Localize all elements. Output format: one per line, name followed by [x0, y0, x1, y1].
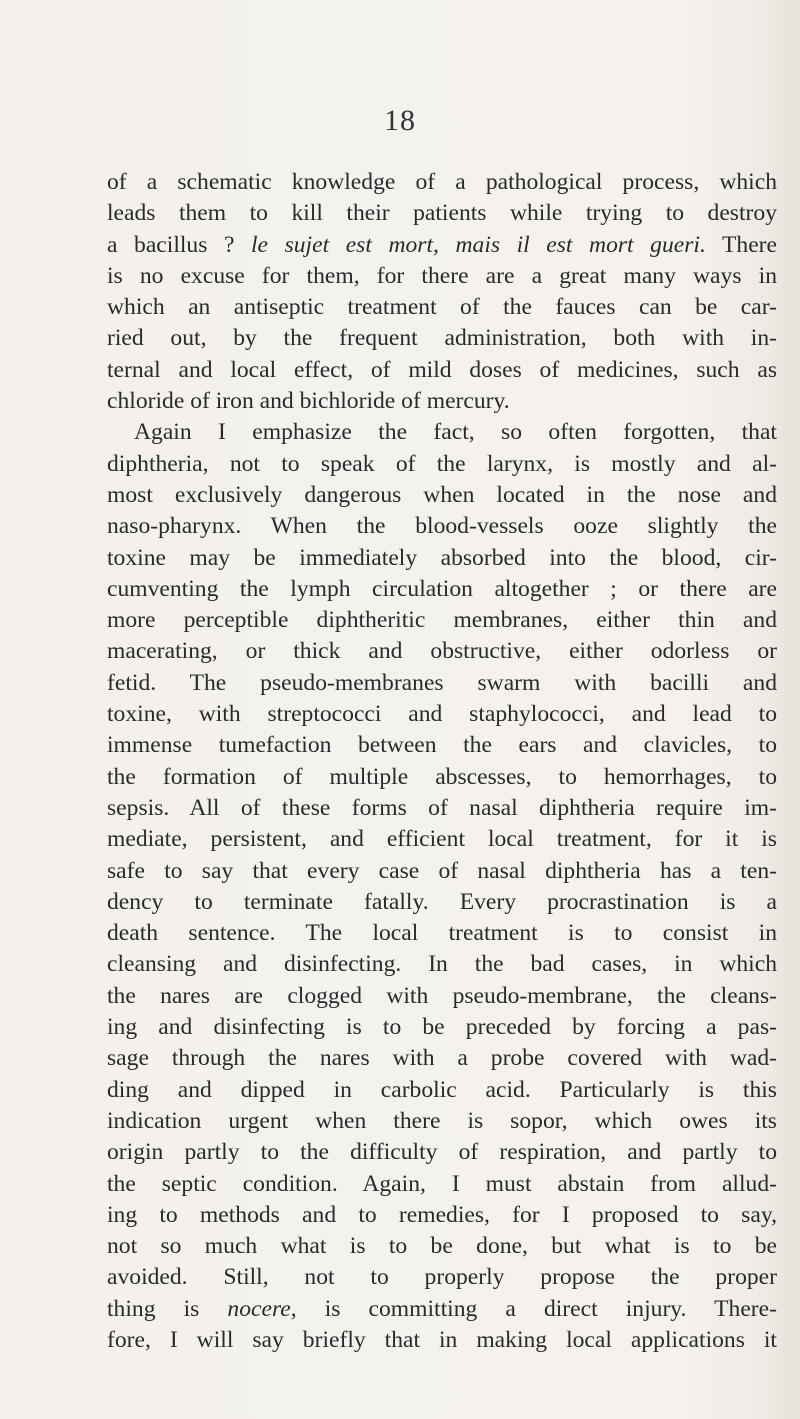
text-line [107, 1106, 777, 1137]
text-run: origin partly to the difficulty of respiration, and partly to [107, 1139, 777, 1166]
text-line [107, 887, 777, 918]
text-line [107, 449, 777, 480]
text-run: ried out, by the frequent administration, both with in- [107, 325, 777, 352]
text-line [107, 949, 777, 980]
text-run: mediate, persistent, and efficient local treatment, for it is [107, 826, 777, 853]
text-run: safe to say that every case of nasal diphtheria has a ten- [107, 857, 777, 884]
text-line [107, 699, 777, 730]
text-run: ing and disinfecting is to be preceded by forcing a pas- [107, 1014, 777, 1041]
text-line [107, 605, 777, 636]
text-line [107, 1169, 777, 1200]
text-line [107, 543, 777, 574]
text-run: the formation of multiple abscesses, to hemorrhages, to [107, 763, 777, 790]
text-run: a bacillus ? [107, 231, 251, 258]
text-line [107, 198, 777, 229]
text-run: the septic condition. Again, I must abstain from allud- [107, 1170, 777, 1197]
text-line [107, 480, 777, 511]
text-line [107, 386, 777, 417]
text-run: , is committing a direct injury. There- [290, 1295, 777, 1322]
text-line [107, 1200, 777, 1231]
text-line [107, 1262, 777, 1293]
text-run: cleansing and disinfecting. In the bad cases, in which [107, 951, 777, 978]
text-line [107, 918, 777, 949]
text-line [107, 1075, 777, 1106]
text-run: most exclusively dangerous when located in the nose and [107, 481, 777, 508]
text-run: There [705, 231, 778, 258]
text-run: of a schematic knowledge of a pathological process, which [107, 169, 777, 195]
text-line [107, 511, 777, 542]
text-run: the nares are clogged with pseudo-membrane, the cleans- [107, 982, 777, 1009]
text-run: dency to terminate fatally. Every procrastination is a [107, 888, 777, 915]
text-run: toxine may be immediately absorbed into the blood, cir- [107, 544, 777, 571]
text-run: cumventing the lymph circulation altogether ; or there are [107, 575, 777, 602]
text-line [107, 1137, 777, 1168]
text-run: fetid. The pseudo-membranes swarm with bacilli and [107, 669, 777, 696]
text-line [107, 323, 777, 354]
italic-text-run: le sujet est mort, mais il est mort gueri. [251, 231, 706, 258]
text-line [107, 856, 777, 887]
text-run: ing to methods and to remedies, for I proposed to say, [107, 1201, 777, 1228]
text-run: fore, I will say briefly that in making local applications it [107, 1326, 777, 1353]
text-line [107, 636, 777, 667]
text-line [107, 355, 777, 386]
text-line [107, 762, 777, 793]
text-run: more perceptible diphtheritic membranes, either thin and [107, 607, 777, 634]
text-line [107, 668, 777, 699]
text-run: naso-pharynx. When the blood-vessels ooze slightly the [107, 513, 777, 540]
text-run: indication urgent when there is sopor, which owes its [107, 1107, 777, 1134]
page-number: 18 [384, 104, 416, 137]
text-line [107, 1012, 777, 1043]
text-line [107, 261, 777, 292]
text-run: chloride of iron and bichloride of mercury. [107, 388, 510, 415]
text-line [107, 167, 777, 198]
text-line [107, 574, 777, 605]
text-run: sage through the nares with a probe covered with wad- [107, 1045, 777, 1072]
text-run: immense tumefaction between the ears and clavicles, to [107, 732, 777, 759]
text-line [107, 981, 777, 1012]
text-run: death sentence. The local treatment is to consist in [107, 920, 777, 947]
text-run: leads them to kill their patients while trying to destroy [107, 200, 777, 227]
text-run: which an antiseptic treatment of the fauces can be car- [107, 294, 777, 321]
text-run: Again I emphasize the fact, so often forgotten, that [134, 419, 777, 446]
text-run: thing is [107, 1295, 228, 1322]
text-line [107, 417, 777, 448]
text-run: diphtheria, not to speak of the larynx, is mostly and al- [107, 450, 777, 477]
text-line [107, 730, 777, 761]
text-line [107, 1231, 777, 1262]
body-text [107, 167, 777, 1356]
text-line [107, 1294, 777, 1325]
text-run: sepsis. All of these forms of nasal diphtheria require im- [107, 794, 777, 821]
text-run: ternal and local effect, of mild doses of medicines, such as [107, 356, 777, 383]
text-line [107, 1325, 777, 1356]
text-line [107, 1043, 777, 1074]
text-run: toxine, with streptococci and staphylococci, and lead to [107, 701, 777, 728]
text-run: ding and dipped in carbolic acid. Particularly is this [107, 1076, 777, 1103]
text-run: is no excuse for them, for there are a great many ways in [107, 262, 777, 289]
text-run: macerating, or thick and obstructive, either odorless or [107, 638, 777, 665]
text-line [107, 824, 777, 855]
italic-text-run: nocere [227, 1295, 291, 1322]
text-line [107, 230, 777, 261]
text-run: avoided. Still, not to properly propose the proper [107, 1264, 777, 1291]
text-run: not so much what is to be done, but what is to be [107, 1233, 777, 1260]
text-line [107, 292, 777, 323]
text-line [107, 793, 777, 824]
